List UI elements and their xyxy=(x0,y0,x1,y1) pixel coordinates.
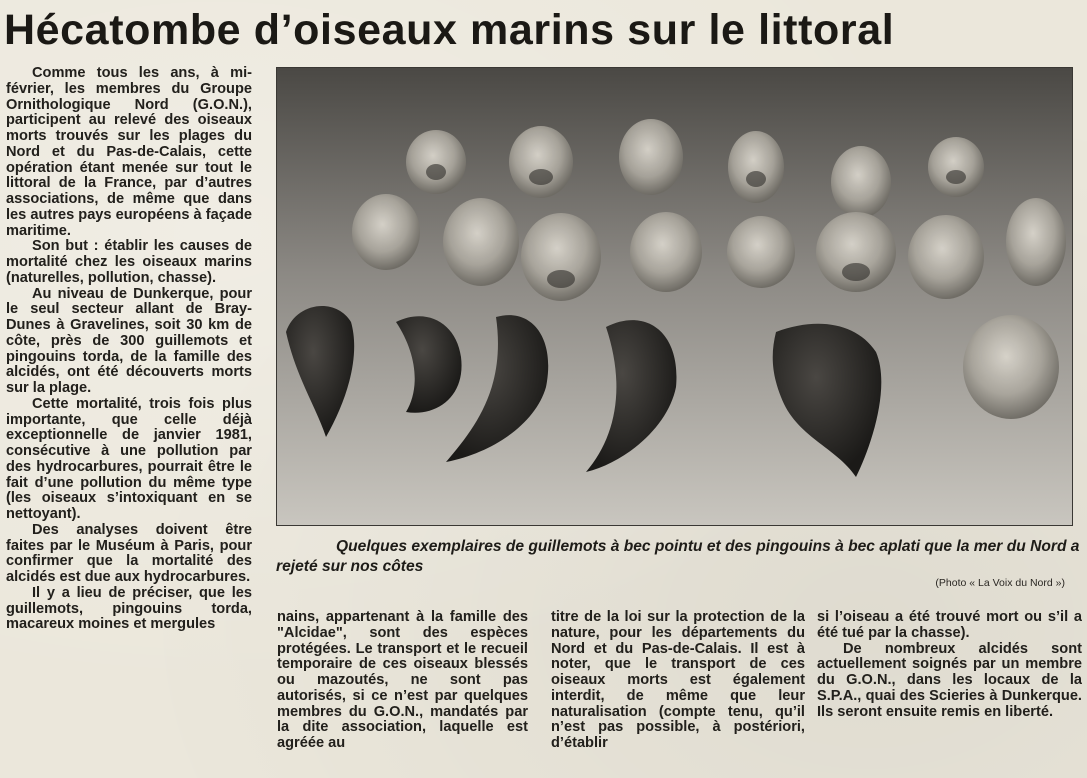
paragraph: Au niveau de Dunkerque, pour le seul secteur allant de Bray-Dunes à Gravelines, soit 30 km de côte, près de 300 guillemots et pingouins torda, de la famille des alcidés, ont été découverts morts sur la plage. xyxy=(6,285,252,396)
article-column-2 xyxy=(277,610,528,770)
article-headline: Hécatombe d’oiseaux marins sur le littoral xyxy=(4,6,895,54)
paragraph: nains, appartenant à la famille des "Alcidae", sont des espèces protégées. Le transport et le recueil temporaire de ces oiseaux blessés ou mazoutés, ne sont pas autorisés, si ce n’est par quelques membres du G.O.N., mandatés par la dite association, laquelle est agréée au xyxy=(277,610,528,751)
article-column-4 xyxy=(817,610,1082,770)
paragraph: Des analyses doivent être faites par le Muséum à Paris, pour confirmer que la mortalité des alcidés est due aux hydrocarbures. xyxy=(6,521,252,585)
article-column-1 xyxy=(6,66,252,774)
paragraph: Il y a lieu de préciser, que les guillemots, pingouins torda, macareux moines et mergules xyxy=(6,584,252,633)
photo-caption: Quelques exemplaires de guillemots à bec pointu et des pingouins à bec aplati que la mer du Nord a rejeté sur nos côtes xyxy=(276,538,1080,575)
photo-illustration xyxy=(276,67,1073,526)
paragraph: titre de la loi sur la protection de la nature, pour les départements du Nord et du Pas-de-Calais. Il est à noter, que le transport de ces oiseaux morts est également interdit, de même que leur naturalisation (compte tenu, qu’il n’est pas possible, à postériori, d’établir xyxy=(551,610,805,751)
paragraph: Comme tous les ans, à mi-février, les membres du Groupe Ornithologique Nord (G.O.N.), participent au relevé des oiseaux morts trouvés sur les plages du Nord et du Pas-de-Calais, cette opération étant menée sur tout le littoral de la France, par d’autres associations, de même que dans les autres pays européens à façade maritime. xyxy=(6,66,252,239)
paragraph: Son but : établir les causes de mortalité chez les oiseaux marins (naturelles, pollution, chasse). xyxy=(6,238,252,286)
paragraph: De nombreux alcidés sont actuellement soignés par un membre du G.O.N., dans les locaux de la S.P.A., quai des Scieries à Dunkerque. Ils seront ensuite remis en liberté. xyxy=(817,640,1082,720)
paragraph: si l’oiseau a été trouvé mort ou s’il a été tué par la chasse). xyxy=(817,610,1082,641)
photo-credit: (Photo « La Voix du Nord ») xyxy=(935,577,1065,589)
paragraph: Cette mortalité, trois fois plus importante, que celle déjà exceptionnelle de janvier 1981, consécutive à une pollution par des hydrocarbures, pourrait être le fait d’une pollution du même type (les oiseaux s’intoxiquant en se nettoyant). xyxy=(6,395,252,522)
article-column-3 xyxy=(551,610,805,770)
dead-seabirds-photo xyxy=(276,67,1073,526)
